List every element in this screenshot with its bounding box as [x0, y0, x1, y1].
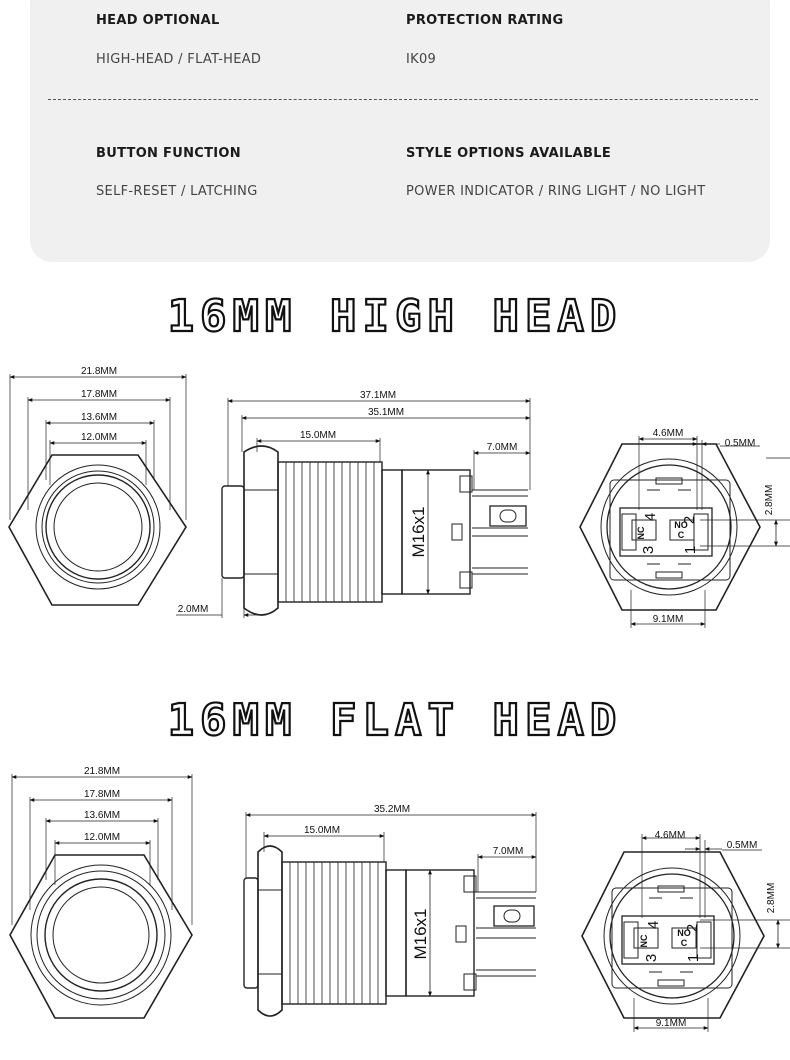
flat-pin-no: NO [677, 928, 691, 938]
button-function-value: SELF-RESET / LATCHING [96, 184, 258, 199]
high-back-spacing: 4.6MM [652, 428, 684, 439]
head-optional-label: HEAD OPTIONAL [96, 13, 220, 28]
high-pin-3: 3 [640, 545, 657, 555]
style-options-label: STYLE OPTIONS AVAILABLE [406, 146, 612, 161]
high-front-d2: 17.8MM [80, 389, 118, 400]
flat-back-spacing: 4.6MM [654, 830, 686, 841]
flat-pin-c: C [680, 938, 688, 948]
protection-rating-value: IK09 [406, 52, 437, 67]
high-pin-2: 2 [681, 515, 698, 525]
flat-side-terminal: 7.0MM [492, 846, 524, 857]
high-side-overall: 37.1MM [359, 390, 397, 401]
high-side-body: 35.1MM [367, 407, 405, 418]
high-pin-4: 4 [642, 512, 659, 522]
spec-divider [48, 99, 758, 100]
flat-pin-3: 3 [643, 953, 660, 963]
high-back-view [580, 436, 790, 628]
high-side-head: 2.0MM [177, 604, 209, 615]
flat-front-d2: 17.8MM [83, 789, 121, 800]
high-side-view [176, 398, 530, 618]
flat-front-d1: 21.8MM [83, 766, 121, 777]
flat-pin-4: 4 [645, 920, 662, 930]
protection-rating-label: PROTECTION RATING [406, 13, 564, 28]
high-front-d4: 12.0MM [80, 432, 118, 443]
high-side-terminal: 7.0MM [486, 442, 518, 453]
flat-side-thread-len: 15.0MM [303, 825, 341, 836]
flat-front-d3: 13.6MM [83, 810, 121, 821]
flat-head-title: 16MM FLAT HEAD [167, 695, 623, 746]
high-back-width: 9.1MM [652, 614, 684, 625]
flat-back-width: 9.1MM [655, 1018, 687, 1029]
high-front-d1: 21.8MM [80, 366, 118, 377]
high-side-thread-len: 15.0MM [299, 430, 337, 441]
button-function-label: BUTTON FUNCTION [96, 146, 241, 161]
high-front-d3: 13.6MM [80, 412, 118, 423]
flat-pin-2: 2 [684, 923, 701, 933]
flat-front-d4: 12.0MM [83, 832, 121, 843]
high-head-title: 16MM HIGH HEAD [167, 291, 623, 342]
high-pin-1: 1 [682, 545, 699, 555]
high-head-drawing [0, 360, 790, 660]
style-options-value: POWER INDICATOR / RING LIGHT / NO LIGHT [406, 184, 706, 199]
spec-card [30, 0, 770, 262]
flat-side-view [244, 812, 536, 1016]
flat-back-pin-width: 0.5MM [726, 840, 758, 851]
flat-head-drawing [0, 760, 790, 1060]
flat-pin-1: 1 [685, 953, 702, 963]
high-pin-no: NO [674, 520, 688, 530]
high-back-pin-width: 0.5MM [724, 438, 756, 449]
high-pin-nc: NC [636, 526, 646, 540]
high-side-thread: M16x1 [409, 506, 428, 558]
flat-back-pin-height: 2.8MM [766, 882, 777, 914]
high-back-pin-height: 2.8MM [764, 484, 775, 516]
head-optional-value: HIGH-HEAD / FLAT-HEAD [96, 52, 262, 67]
high-pin-c: C [677, 530, 685, 540]
high-front-view [9, 374, 186, 605]
flat-pin-nc: NC [639, 934, 649, 948]
flat-side-thread: M16x1 [411, 908, 430, 960]
flat-side-overall: 35.2MM [373, 804, 411, 815]
